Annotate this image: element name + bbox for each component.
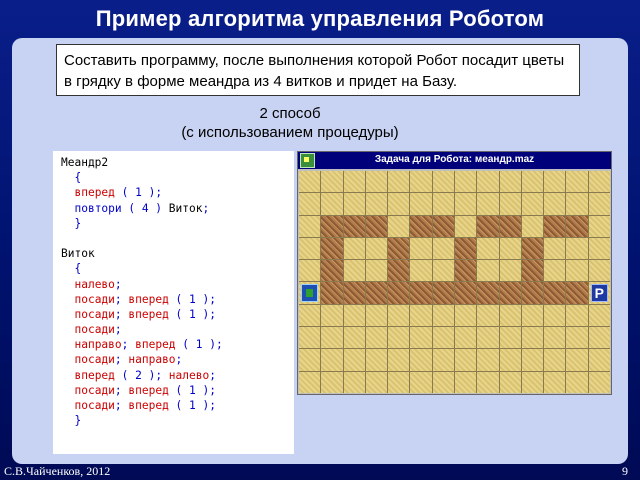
field-cell [589,282,610,303]
flower-cell [321,260,342,281]
field-cell [410,260,431,281]
code-line [61,352,294,367]
field-cell [589,327,610,348]
code-token [61,384,74,397]
field-cell [410,349,431,370]
code-token: вперед [128,307,169,321]
code-token: посади [74,307,115,321]
flower-cell [388,260,409,281]
code-token [61,293,74,306]
field-cell [544,349,565,370]
code-token: ; [202,201,210,215]
field-cell [566,349,587,370]
field-cell [522,349,543,370]
field-cell [388,305,409,326]
code-line [61,261,294,276]
flower-cell [344,216,365,237]
flower-cell [500,216,521,237]
field-cell [410,171,431,192]
field-cell [344,193,365,214]
code-token: вперед [128,383,169,397]
flower-cell [321,282,342,303]
code-token: налево [168,368,210,382]
code-token: ; [175,353,183,367]
flower-cell [477,282,498,303]
code-token: направо [74,338,122,352]
code-token [61,278,74,291]
field-cell [388,171,409,192]
code-token: Виток [162,201,203,215]
field-cell [522,193,543,214]
field-cell [566,193,587,214]
code-token [61,338,74,351]
field-cell [455,216,476,237]
code-line [61,170,294,185]
code-token: ( 1 ); [168,307,216,321]
flower-cell [455,238,476,259]
field-cell [477,372,498,393]
field-cell [366,171,387,192]
field-cell [344,238,365,259]
flower-cell [433,216,454,237]
code-token: повтори ( 4 ) [74,201,163,215]
robot-field-grid [299,171,610,393]
code-token: ( 1 ); [168,383,216,397]
field-cell [321,193,342,214]
field-cell [433,327,454,348]
code-token: посади [74,292,115,306]
code-token [61,353,74,366]
field-cell [566,305,587,326]
code-token: ; [114,292,129,306]
field-cell [455,327,476,348]
field-cell [589,238,610,259]
code-line [61,292,294,307]
field-cell [299,238,320,259]
code-token: ; [114,277,122,291]
field-cell [433,305,454,326]
field-cell [344,349,365,370]
code-token: посади [74,399,115,412]
field-cell [299,260,320,281]
base-marker-icon: Р [591,284,608,301]
field-cell [321,372,342,393]
field-cell [321,305,342,326]
code-token: ( 1 ); [168,292,216,306]
field-cell [366,238,387,259]
flower-cell [544,216,565,237]
field-cell [589,305,610,326]
field-cell [500,193,521,214]
method-subtitle [140,104,440,142]
field-cell [410,193,431,214]
field-cell [455,372,476,393]
flower-cell [388,282,409,303]
code-token: { [61,171,82,185]
code-line [61,398,294,413]
method-subtitle-line2: (с использованием процедуры) [181,124,399,141]
field-cell [589,193,610,214]
field-cell [544,171,565,192]
program-code-listing [53,151,294,454]
flower-cell [500,282,521,303]
code-token [61,308,74,321]
code-token: ; [114,399,129,412]
field-cell [321,327,342,348]
code-token: посади [74,353,115,367]
field-cell [544,305,565,326]
flower-cell [455,282,476,303]
field-cell [299,171,320,192]
field-cell [433,372,454,393]
field-cell [299,193,320,214]
code-line [61,246,294,261]
flower-cell [366,282,387,303]
code-line [61,413,294,428]
field-cell [477,171,498,192]
code-token: Меандр2 [61,156,109,169]
field-cell [321,171,342,192]
code-line [61,185,294,200]
field-cell [522,372,543,393]
field-cell [522,327,543,348]
flower-cell [522,282,543,303]
field-cell [344,260,365,281]
code-token: ( 2 ); [114,368,169,382]
field-cell [410,305,431,326]
field-cell [500,260,521,281]
field-cell [544,327,565,348]
code-token: вперед [128,292,169,306]
field-cell [544,193,565,214]
code-line [61,216,294,231]
field-cell [344,171,365,192]
flower-cell [410,282,431,303]
method-subtitle-line1: 2 способ [259,105,321,122]
code-token: вперед [74,186,115,200]
field-cell [366,327,387,348]
field-cell [388,193,409,214]
field-cell [566,372,587,393]
field-cell [566,171,587,192]
code-token: ( 1 ); [168,399,216,412]
code-token [61,202,74,215]
field-cell [433,238,454,259]
code-token: ; [114,383,129,397]
field-cell [544,260,565,281]
code-line [61,337,294,352]
field-cell [589,171,610,192]
code-token: } [61,216,82,230]
code-token [61,186,74,199]
code-token: ; [114,323,122,337]
code-token: вперед [135,338,176,352]
field-cell [366,349,387,370]
field-cell [410,372,431,393]
code-token: } [61,414,82,428]
field-cell [321,349,342,370]
field-cell [388,327,409,348]
field-cell [388,216,409,237]
code-token: вперед [128,399,169,412]
field-cell [500,171,521,192]
flower-cell [344,282,365,303]
field-cell [388,372,409,393]
flower-cell [321,216,342,237]
field-cell [433,260,454,281]
field-cell [455,193,476,214]
code-token: ( 1 ); [175,338,223,352]
field-cell [477,260,498,281]
code-token: ( 1 ); [114,186,163,200]
slide-title: Пример алгоритма управления Роботом [95,6,545,31]
code-token [61,369,74,382]
field-cell [522,305,543,326]
field-cell [366,193,387,214]
field-cell [433,193,454,214]
field-cell [500,349,521,370]
field-cell [500,327,521,348]
flower-cell [544,282,565,303]
task-statement: Составить программу, после выполнения которой Робот посадит цветы в грядку в форме меандра из 4 витков и придет на Базу. [56,44,580,96]
field-cell [299,216,320,237]
field-cell [477,238,498,259]
window-titlebar[interactable] [298,152,611,169]
code-token: ; [209,368,216,382]
flower-cell [522,260,543,281]
field-cell [410,238,431,259]
code-token: Виток [61,247,95,261]
field-cell [299,327,320,348]
flower-cell [410,216,431,237]
code-token [61,399,74,412]
flower-cell [566,216,587,237]
code-token: ; [121,338,136,352]
field-cell [344,327,365,348]
field-cell [589,260,610,281]
field-cell [477,327,498,348]
code-token: налево [74,277,115,291]
code-token: ; [114,353,129,367]
field-cell [589,216,610,237]
code-line [61,383,294,398]
code-token [61,323,74,336]
field-cell [388,349,409,370]
code-line [61,277,294,292]
code-line [61,307,294,322]
field-cell [589,372,610,393]
field-cell [344,372,365,393]
code-token: посади [74,323,115,337]
field-cell [410,327,431,348]
code-token: вперед [74,368,115,382]
field-cell [366,260,387,281]
field-cell [299,305,320,326]
field-cell [477,305,498,326]
field-cell [299,349,320,370]
field-cell [566,327,587,348]
field-cell [477,349,498,370]
flower-cell [366,216,387,237]
page-number: 9 [622,464,628,478]
field-cell [566,260,587,281]
field-cell [455,171,476,192]
field-cell [500,238,521,259]
field-cell [455,305,476,326]
code-line [61,322,294,337]
code-token: посади [74,383,115,397]
flower-cell [566,282,587,303]
field-cell [522,171,543,192]
field-cell [589,349,610,370]
flower-cell [433,282,454,303]
flower-cell [522,238,543,259]
robot-icon [301,284,318,301]
field-cell [500,305,521,326]
flower-cell [321,238,342,259]
robot-task-window[interactable] [297,151,612,395]
field-cell [500,372,521,393]
code-line [61,231,294,246]
field-cell [544,238,565,259]
field-cell [299,372,320,393]
code-line [61,201,294,216]
field-cell [433,171,454,192]
field-cell [344,305,365,326]
field-cell [566,238,587,259]
code-line [61,155,294,170]
flower-cell [455,260,476,281]
flower-cell [388,238,409,259]
field-cell [366,372,387,393]
field-cell [522,216,543,237]
field-cell [477,193,498,214]
field-cell [544,372,565,393]
code-token: направо [128,353,176,367]
window-title: Задача для Робота: меандр.maz [374,154,535,165]
field-cell [433,349,454,370]
code-line [61,368,294,383]
field-cell [455,349,476,370]
field-cell [299,282,320,303]
field-cell [366,305,387,326]
code-token: { [61,262,82,276]
flower-cell [477,216,498,237]
code-token: ; [114,307,129,321]
footer-author: С.В.Чайченков, 2012 [4,464,111,478]
